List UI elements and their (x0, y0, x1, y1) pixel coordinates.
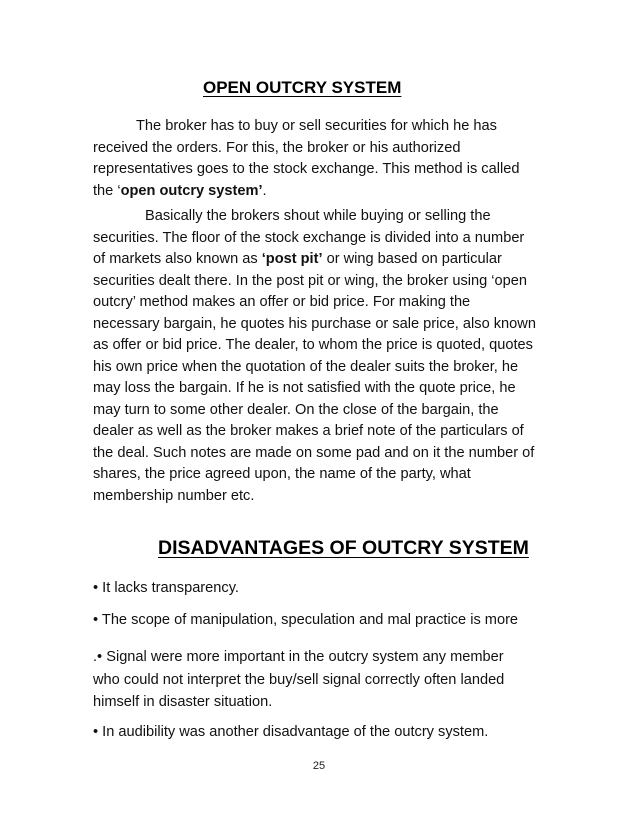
text-line: shares, the price agreed upon, the name of the party, what (93, 466, 471, 482)
section-title-open-outcry: OPEN OUTCRY SYSTEM (203, 78, 402, 97)
text-line: Basically the brokers shout while buying or selling the (145, 208, 491, 224)
list-item: • The scope of manipulation, speculation and mal practice is more (93, 612, 519, 628)
text-line: securities. The floor of the stock exchange is divided into a number (93, 229, 525, 246)
text-line: may loss the bargain. If he is not satisfied with the quote price, he (93, 380, 516, 396)
text-line (93, 181, 553, 203)
text-fragment: or wing based on particular (322, 251, 502, 267)
text-line: necessary bargain, he quotes his purchase or sale price, also known (93, 315, 536, 332)
text-fragment: . (262, 182, 267, 199)
text-line: .• Signal were more important in the outcry system any member (93, 649, 504, 665)
text-line: who could not interpret the buy/sell signal correctly often landed (93, 671, 505, 688)
text-line: received the orders. For this, the broker or his authorized (93, 139, 461, 156)
paragraph-intro (93, 116, 553, 202)
text-line: outcry’ method makes an offer or bid price. For making the (93, 294, 471, 310)
text-line: himself in disaster situation. (93, 694, 273, 710)
text-fragment: the ‘ (93, 182, 121, 199)
page-number: 25 (312, 760, 326, 772)
text-fragment: of markets also known as (93, 251, 262, 267)
text-line: securities dealt there. In the post pit or wing, the broker using ‘open (93, 272, 528, 289)
text-line: representatives goes to the stock exchange. This method is called (93, 161, 520, 177)
bold-term-open-outcry: open outcry system’ (120, 182, 263, 199)
text-line: dealer as well as the broker makes a brief note of the particulars of (93, 423, 524, 439)
list-item: • In audibility was another disadvantage of the outcry system. (93, 724, 489, 740)
paragraph-description (93, 206, 553, 507)
text-line: membership number etc. (93, 487, 255, 504)
bold-term-post-pit: ‘post pit’ (261, 251, 323, 267)
text-line: The broker has to buy or sell securities for which he has (136, 118, 497, 134)
text-line: the deal. Such notes are made on some pad and on it the number of (93, 444, 535, 461)
text-line: may turn to some other dealer. On the close of the bargain, the (93, 401, 499, 418)
section-title-disadvantages: DISADVANTAGES OF OUTCRY SYSTEM (158, 537, 529, 559)
list-item: • It lacks transparency. (93, 580, 239, 596)
text-line (93, 249, 553, 271)
text-line: as offer or bid price. The dealer, to whom the price is quoted, quotes (93, 337, 533, 353)
list-item (93, 646, 504, 714)
text-line: his own price when the quotation of the dealer suits the broker, he (93, 358, 519, 375)
